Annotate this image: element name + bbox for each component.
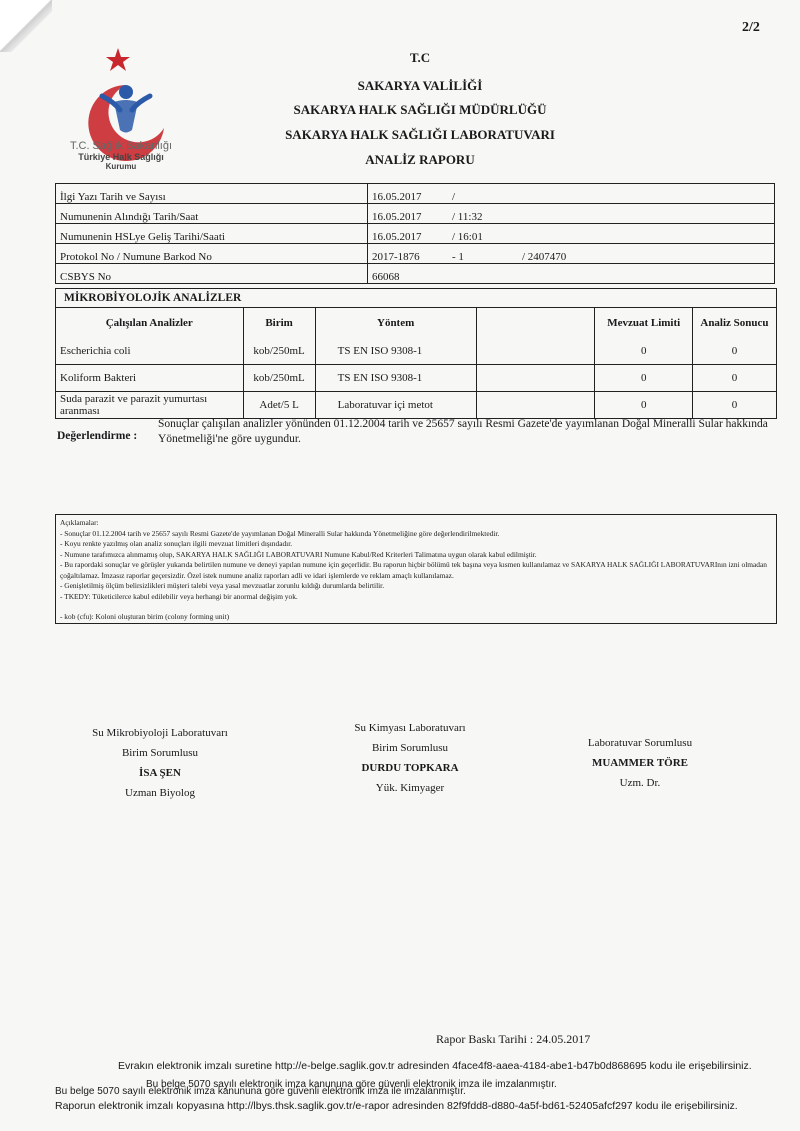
info-value (368, 184, 775, 204)
cell-method: TS EN ISO 9308-1 (315, 365, 476, 392)
cell-result: 0 (692, 338, 776, 365)
microbiology-section (55, 288, 777, 419)
info-label: İlgi Yazı Tarih ve Sayısı (56, 184, 368, 204)
col-unit: Birim (243, 308, 315, 338)
table-row (56, 392, 776, 419)
signature-title: Uzm. Dr. (619, 777, 661, 789)
header-tc: T.C (409, 50, 431, 65)
cell-limit: 0 (595, 365, 692, 392)
signature-name: DURDU TOPKARA (361, 762, 459, 774)
cell-unit: Adet/5 L (243, 392, 315, 419)
notes-line: - Koyu renkte yazılmış olan analiz sonuçları ilgili mevzuat limitleri dışındadır. (60, 539, 293, 548)
info-row (56, 264, 775, 284)
cell-analysis: Suda parazit ve parazit yumurtası aranması (56, 392, 243, 419)
info-value-3: / 2407470 (522, 251, 567, 263)
notes-title: Açıklamalar: (60, 518, 99, 527)
info-value-2: - 1 (452, 251, 464, 263)
info-value (368, 224, 775, 244)
evaluation-label: Değerlendirme : (57, 430, 138, 442)
info-value-2: / (452, 191, 456, 203)
signature-title: Uzman Biyolog (125, 787, 195, 799)
notes-line: - Bu rapordaki sonuçlar ve görüşler yukarıda belirtilen numune ve deneyi yapılan numune için geçerlidir. Bu raporun hiçbir bölümü tek başına veya kısmen kullanılamaz ve SAKARYA HALK SAĞLIĞI LABORATUVARInın izni olmadan çoğaltılamaz. İmzasız raporlar geçersizdir. Özel istek numune analiz raporları adli ve idari işlemlerde ve reklam amaçlı kullanılamaz. (60, 560, 767, 580)
header-governorship: SAKARYA VALİLİĞİ (357, 78, 483, 93)
cell-method: TS EN ISO 9308-1 (315, 338, 476, 365)
col-result: Analiz Sonucu (700, 317, 769, 329)
header-directorate: SAKARYA HALK SAĞLIĞI MÜDÜRLÜĞÜ (293, 102, 547, 117)
evaluation-text: Sonuçlar çalışılan analizler yönünden 01.12.2004 tarih ve 25657 sayılı Resmi Gazete'de yayımlanan Doğal Mineralli Sular hakkında Yönetmeliği'ne göre uygundur. (158, 418, 768, 445)
info-row (56, 184, 775, 204)
cell-result: 0 (692, 365, 776, 392)
signature-lab: Su Mikrobiyoloji Laboratuvarı (92, 727, 228, 739)
cell-blank (476, 365, 595, 392)
folded-corner-shadow (0, 0, 52, 52)
table-row (56, 365, 776, 392)
info-value-2: / 16:01 (452, 231, 483, 243)
footer-signature-line: Bu belge 5070 sayılı elektronik imza kanununa göre güvenli elektronik imza ile imzalanmıştır. (146, 1079, 557, 1090)
info-value-1: 66068 (372, 271, 400, 283)
signature-title: Yük. Kimyager (375, 782, 445, 794)
notes-box (55, 514, 777, 624)
signature-block-lab-head (540, 733, 740, 793)
info-value-1: 16.05.2017 (372, 211, 422, 223)
microbiology-title: MİKROBİYOLOJİK ANALİZLER (56, 289, 776, 308)
cell-unit: kob/250mL (243, 338, 315, 365)
info-row (56, 204, 775, 224)
notes-line: - Numune tarafımızca alınmamış olup, SAKARYA HALK SAĞLIĞI LABORATUVARI Numune Kabul/Red Kriterleri Talimatına uygun olarak kabul edilmiştir. (60, 549, 537, 559)
info-row (56, 244, 775, 264)
logo-text-institution-2: Kurumu (105, 162, 137, 171)
info-row (56, 224, 775, 244)
footer-ebelge-line: Evrakın elektronik imzalı suretine http://e-belge.saglik.gov.tr adresinden 4face4f8-aaea-4184-abe1-b47b0d868695 kodu ile erişebilirsiniz. (118, 1060, 752, 1072)
col-limit: Mevzuat Limiti (595, 308, 692, 338)
microbiology-table (56, 308, 776, 418)
cell-result: 0 (731, 399, 738, 411)
sample-info-table (55, 183, 775, 284)
signature-role: Laboratuvar Sorumlusu (587, 737, 693, 749)
cell-limit: 0 (595, 338, 692, 365)
info-value (368, 244, 775, 264)
info-label: Numunenin Alındığı Tarih/Saat (56, 204, 368, 224)
cell-unit: kob/250mL (243, 365, 315, 392)
signature-name: MUAMMER TÖRE (591, 757, 689, 769)
table-row (56, 338, 776, 365)
cell-blank (476, 338, 595, 365)
info-label: CSBYS No (56, 264, 368, 284)
report-title: ANALİZ RAPORU (365, 152, 475, 167)
cell-blank (476, 392, 595, 419)
signature-role: Birim Sorumlusu (121, 747, 199, 759)
signature-role: Birim Sorumlusu (371, 742, 449, 754)
notes-line: - Sonuçlar 01.12.2004 tarih ve 25657 sayılı Resmi Gazete'de yayımlanan Doğal Mineralli Sular hakkında Yönetmeliğine göre değerlendirilmektedir. (60, 528, 500, 538)
info-label: Numunenin HSLye Geliş Tarihi/Saati (56, 224, 368, 244)
footer-erapor-line: Raporun elektronik imzalı kopyasına http://lbys.thsk.saglik.gov.tr/e-rapor adresinden 82f9fdd8-d880-4a5f-bd61-52405afcf297 kodu ile erişebilirsiniz. (55, 1100, 738, 1112)
notes-line: - Genişletilmiş ölçüm belirsizlikleri müşteri talebi veya yasal mevzuatlar zorunlu kıldığı durumlarda belirtilir. (60, 581, 385, 590)
signature-name: İSA ŞEN (139, 767, 181, 779)
signature-lab: Su Kimyası Laboratuvarı (354, 722, 466, 734)
col-analysis: Çalışılan Analizler (56, 308, 243, 338)
cell-analysis: Koliform Bakteri (56, 365, 243, 392)
cell-analysis: Escherichia coli (56, 338, 243, 365)
header-laboratory: SAKARYA HALK SAĞLIĞI LABORATUVARI (285, 127, 555, 142)
info-value-1: 16.05.2017 (372, 231, 422, 243)
info-value (368, 264, 775, 284)
info-label: Protokol No / Numune Barkod No (56, 244, 368, 264)
info-value (368, 204, 775, 224)
signature-block-microbiology (60, 723, 260, 803)
info-value-2: / 11:32 (452, 211, 483, 223)
notes-line: - TKEDY: Tüketicilerce kabul edilebilir veya herhangi bir anormal değişim yok. (60, 591, 298, 601)
signature-block-chemistry (310, 718, 510, 798)
footer-signature-line-overlap: Bu belge 5070 sayılı elektronik imza kanununa göre güvenli elektronik imza ile imzalanmıştır. (55, 1086, 466, 1097)
logo-text-ministry: T.C. Sağlık Bakanlığı (69, 140, 173, 152)
cell-method: Laboratuvar içi metot (315, 392, 476, 419)
print-date: Rapor Baskı Tarihi : 24.05.2017 (436, 1032, 591, 1046)
col-method: Yöntem (315, 308, 476, 338)
cell-limit: 0 (595, 392, 692, 419)
col-blank (476, 308, 595, 338)
table-header-row (56, 308, 776, 338)
notes-last-line: - kob (cfu): Koloni oluşturan birim (colony forming unit) (60, 612, 230, 621)
info-value-1: 16.05.2017 (372, 191, 422, 203)
logo-text-institution: Türkiye Halk Sağlığı (78, 152, 164, 162)
page-number: 2/2 (742, 20, 760, 35)
info-value-1: 2017-1876 (372, 251, 420, 263)
